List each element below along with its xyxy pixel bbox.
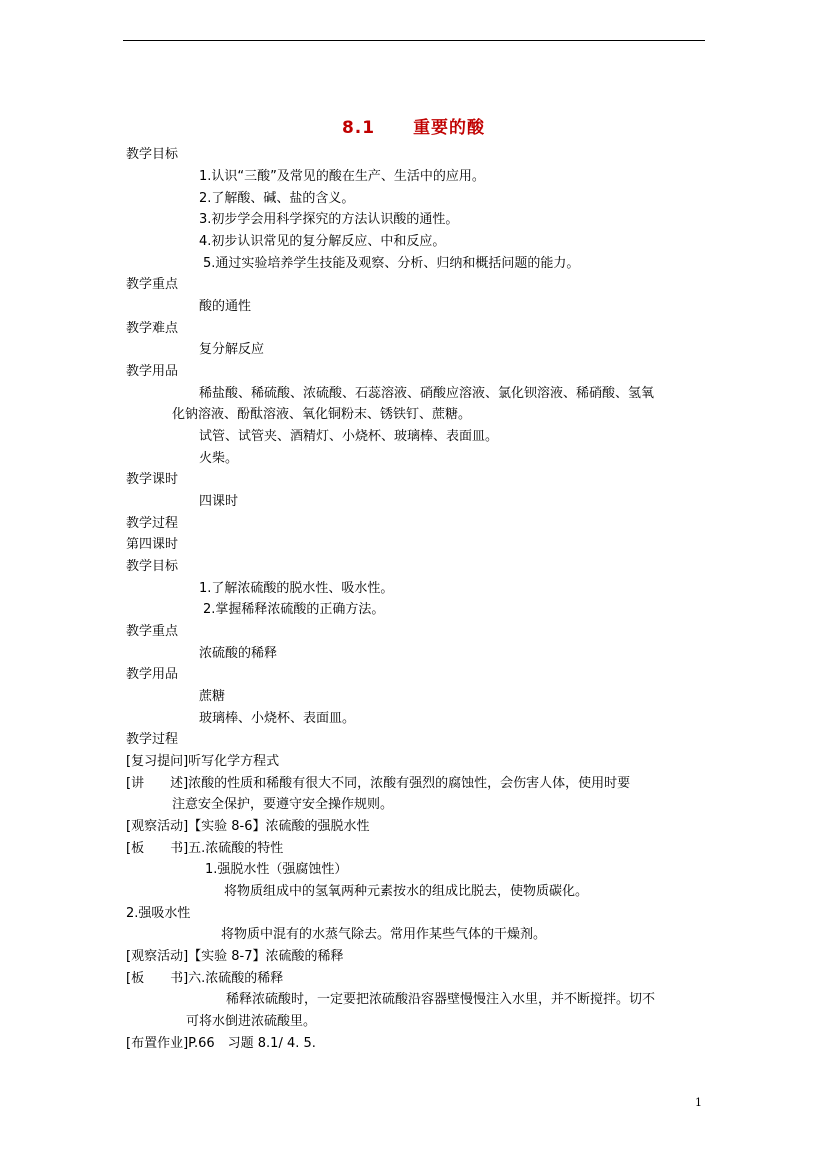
text-line: 1.认识“三酸”及常见的酸在生产、生活中的应用。 (199, 169, 485, 184)
text-line: 教学目标 (126, 147, 179, 162)
text-line: 教学课时 (126, 472, 179, 487)
title-text: 重要的酸 (413, 118, 486, 138)
text-line: 试管、试管夹、酒精灯、小烧杯、玻璃棒、表面皿。 (199, 429, 499, 444)
title-number: 8.1 (341, 118, 376, 138)
text-line: [板 书]五.浓硫酸的特性 (126, 841, 284, 856)
text-line: 化钠溶液、酚酞溶液、氧化铜粉末、锈铁钉、蔗糖。 (172, 407, 472, 422)
text-line: 教学用品 (126, 364, 179, 379)
page-title (0, 113, 827, 138)
text-line: 2.了解酸、碱、盐的含义。 (199, 191, 355, 206)
text-line: [观察活动]【实验 8-7】浓硫酸的稀释 (126, 949, 344, 964)
page-number: 1 (695, 1096, 702, 1109)
text-line: 教学过程 (126, 516, 179, 531)
text-line: 蔗糖 (199, 689, 226, 704)
text-line: 第四课时 (126, 537, 179, 552)
text-line: 教学难点 (126, 321, 179, 336)
text-line: 浓硫酸的稀释 (199, 646, 278, 661)
text-line: 酸的通性 (199, 299, 252, 314)
text-line: 4.初步认识常见的复分解反应、中和反应。 (199, 234, 446, 249)
text-line: [复习提问]听写化学方程式 (126, 754, 280, 769)
header-rule (123, 40, 705, 41)
text-line: 复分解反应 (199, 342, 265, 357)
text-line: [布置作业]P.66 习题 8.1/ 4. 5. (126, 1036, 316, 1051)
text-line: 教学过程 (126, 732, 179, 747)
text-line: [讲 述]浓酸的性质和稀酸有很大不同，浓酸有强烈的腐蚀性，会伤害人体，使用时要 (126, 776, 631, 791)
text-line: 1.强脱水性（强腐蚀性） (205, 862, 348, 877)
text-line: 1.了解浓硫酸的脱水性、吸水性。 (199, 581, 394, 596)
text-line: [观察活动]【实验 8-6】浓硫酸的强脱水性 (126, 819, 370, 834)
text-line: 将物质中混有的水蒸气除去。常用作某些气体的干燥剂。 (221, 927, 547, 942)
text-line: 注意安全保护，要遵守安全操作规则。 (172, 797, 394, 812)
text-line: 可将水倒进浓硫酸里。 (186, 1014, 317, 1029)
text-line: 将物质组成中的氢氧两种元素按水的组成比脱去，使物质碳化。 (224, 884, 589, 899)
text-line: 四课时 (199, 494, 239, 509)
text-line: 教学重点 (126, 624, 179, 639)
text-line: 教学目标 (126, 559, 179, 574)
text-line: [板 书]六.浓硫酸的稀释 (126, 971, 284, 986)
text-line: 教学重点 (126, 277, 179, 292)
text-line: 2.强吸水性 (126, 906, 191, 921)
text-line: 3.初步学会用科学探究的方法认识酸的通性。 (199, 212, 459, 227)
text-line: 5.通过实验培养学生技能及观察、分析、归纳和概括问题的能力。 (203, 256, 580, 271)
text-line: 教学用品 (126, 667, 179, 682)
text-line: 稀释浓硫酸时，一定要把浓硫酸沿容器壁慢慢注入水里，并不断搅拌。切不 (226, 992, 656, 1007)
text-line: 2.掌握稀释浓硫酸的正确方法。 (203, 602, 385, 617)
text-line: 火柴。 (199, 451, 239, 466)
text-line: 玻璃棒、小烧杯、表面皿。 (199, 711, 356, 726)
text-line: 稀盐酸、稀硫酸、浓硫酸、石蕊溶液、硝酸应溶液、氯化钡溶液、稀硝酸、氢氧 (199, 386, 655, 401)
